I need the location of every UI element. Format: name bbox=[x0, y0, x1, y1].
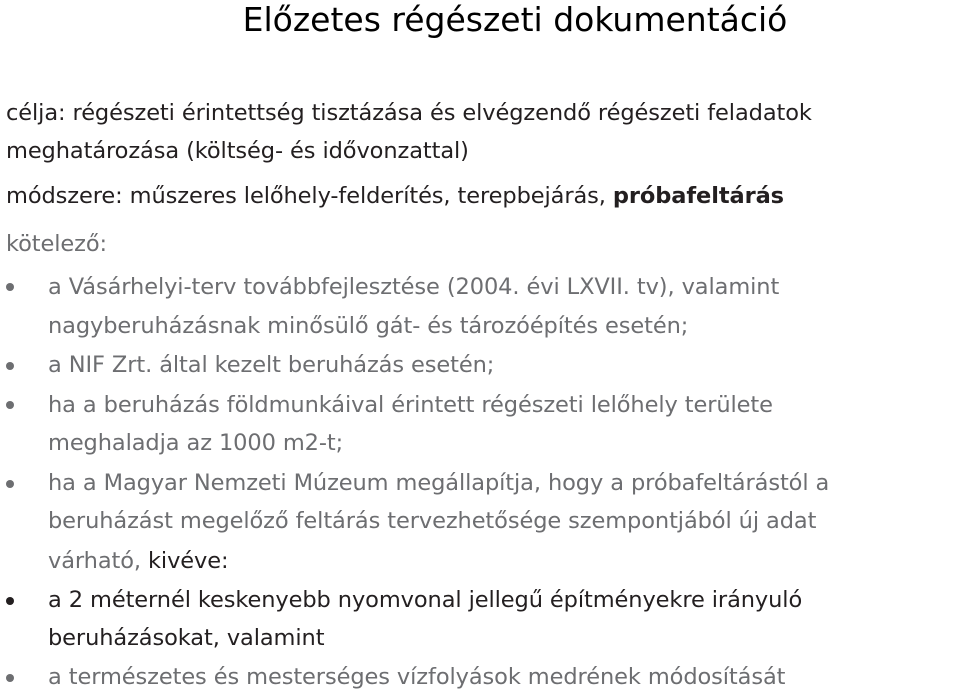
bullet-icon bbox=[6, 597, 14, 605]
mandatory-item-4-line-2: beruházást megelőző feltárás tervezhetősége szempontjából új adat bbox=[48, 508, 817, 534]
bullet-icon bbox=[6, 401, 14, 409]
bullet-icon bbox=[6, 674, 14, 682]
mandatory-item-1-line-1: a Vásárhelyi-terv továbbfejlesztése (2004. évi LXVII. tv), valamint bbox=[48, 274, 780, 300]
bullet-icon bbox=[6, 283, 14, 291]
mandatory-item-4-line-1: ha a Magyar Nemzeti Múzeum megállapítja, hogy a próbafeltárástól a bbox=[48, 470, 830, 496]
mandatory-item-3-line-2: meghaladja az 1000 m2-t; bbox=[48, 430, 344, 456]
method-label: módszere: műszeres lelőhely-felderítés, terepbejárás, bbox=[6, 183, 613, 209]
exception-item-2-line-1: a természetes és mesterséges vízfolyások medrének módosítását bbox=[48, 664, 786, 690]
mandatory-label: kötelező: bbox=[6, 231, 108, 257]
exception-item-1-line-2: beruházásokat, valamint bbox=[48, 625, 325, 651]
mandatory-item-3-line-1: ha a beruházás földmunkáival érintett régészeti lelőhely területe bbox=[48, 392, 773, 418]
bullet-icon bbox=[6, 480, 14, 488]
purpose-line-2: meghatározása (költség- és idővonzattal) bbox=[6, 138, 469, 164]
mandatory-item-4-line-3 bbox=[48, 546, 228, 576]
mandatory-item-2-line-1: a NIF Zrt. által kezelt beruházás esetén; bbox=[48, 352, 495, 378]
exception-item-1-line-1: a 2 méternél keskenyebb nyomvonal jellegű építményekre irányuló bbox=[48, 587, 803, 613]
slide-title: Előzetes régészeti dokumentáció bbox=[242, 0, 788, 39]
method-emphasis: próbafeltárás bbox=[612, 183, 784, 209]
bullet-icon bbox=[6, 362, 14, 370]
method-line bbox=[6, 181, 784, 211]
mandatory-item-1-line-2: nagyberuházásnak minősülő gát- és tározóépítés esetén; bbox=[48, 313, 689, 339]
exception-label: kivéve: bbox=[148, 548, 229, 574]
purpose-line-1: célja: régészeti érintettség tisztázása és elvégzendő régészeti feladatok bbox=[6, 100, 812, 126]
mandatory-item-4-line-3-text: várható, bbox=[48, 548, 148, 574]
